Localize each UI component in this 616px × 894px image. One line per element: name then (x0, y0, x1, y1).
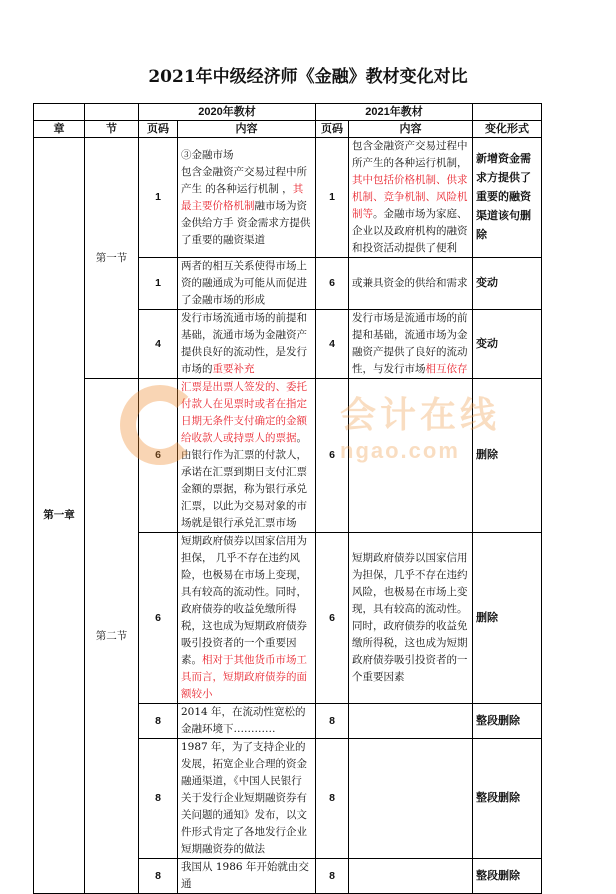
page-2021: 8 (316, 704, 349, 739)
changed-text: 相互依存 (425, 363, 468, 375)
change-type: 删除 (473, 379, 542, 533)
content-2020 (178, 138, 316, 258)
text-segment: 短期政府债券以国家信用为担保， 几乎不存在违约风险，也极易在市场上变现，具有较高的流动性。同时，政府债券的收益免缴所得税，这也成为短期政府债券吸引投资者的一个重要因素。 (181, 535, 307, 666)
changed-text: 重要补充 (212, 363, 255, 375)
change-type: 整段删除 (473, 704, 542, 739)
text-segment: 1987 年，为了支持企业的发展，拓宽企业合理的资金融通渠道，《中国人民银行关于发行企业短期融资券有关问题的通知》发布，以文件形式肯定了各地发行企业短期融资券的做法 (181, 741, 307, 855)
header-section: 节 (85, 121, 139, 138)
content-2020 (178, 859, 316, 894)
text-segment: 发行市场是流通市场的前提和基础，流通市场为金融资产提供了良好的流动性，与发行市场 (352, 312, 468, 375)
change-type: 整段删除 (473, 739, 542, 859)
change-type: 变动 (473, 310, 542, 379)
header-change: 变化形式 (473, 121, 542, 138)
page-2021: 6 (316, 533, 349, 704)
page-2020: 4 (139, 310, 178, 379)
content-2021 (349, 379, 473, 533)
page-2021: 6 (316, 258, 349, 310)
header-row-years (34, 104, 542, 121)
page-2021: 4 (316, 310, 349, 379)
watermark-logo: 会计在线 ngao.com (120, 385, 500, 465)
chapter-cell: 第一章 (34, 138, 85, 894)
content-2020 (178, 379, 316, 533)
content-2021 (349, 533, 473, 704)
content-2020 (178, 704, 316, 739)
page-title: 2021年中级经济师《金融》教材变化对比 (148, 67, 468, 87)
page-2021: 8 (316, 859, 349, 894)
text-segment: 发行市场流通市场的前提和基础，流通市场为金融资产提供良好的流动性，是发行市场的 (181, 312, 307, 375)
text-segment: 短期政府债券以国家信用为担保，几乎不存在违约风险，也极易在市场上变现，具有较高的流动性。同时，政府债券的收益免缴所得税，这也成为短期政府债券吸引投资者的一个重要因素 (352, 552, 468, 683)
page-2020: 6 (139, 379, 178, 533)
changed-text: 其中包括价格机制、供求机制、竞争机制、风险机制等 (352, 174, 468, 220)
text-segment: 融市场为资金供给方手 资金需求方提供了重要的融资渠道 (181, 199, 311, 246)
changed-text: 汇票是出票人签发的、委托付款人在见票时或者在指定日期无条件支付确定的金额给收款人或持票人的票据 (181, 381, 307, 444)
content-2020 (178, 310, 316, 379)
section-cell: 第一节 (85, 138, 139, 379)
text-segment: 两者的相互关系使得市场上资的融通成为可能从而促进了金融市场的形成 (181, 260, 307, 306)
change-type: 删除 (473, 533, 542, 704)
content-2021 (349, 310, 473, 379)
text-segment: 或兼具资金的供给和需求 (352, 277, 468, 289)
text-segment: 2014 年，在流动性宽松的金融环境下………… (181, 706, 306, 735)
content-2021 (349, 859, 473, 894)
content-2021 (349, 704, 473, 739)
content-2021 (349, 138, 473, 258)
page-2021: 1 (316, 138, 349, 258)
table-row (34, 379, 542, 533)
page-2020: 8 (139, 739, 178, 859)
content-2020 (178, 258, 316, 310)
change-type: 新增资金需求方提供了重要的融资渠道该句删除 (473, 138, 542, 258)
page-2021: 6 (316, 379, 349, 533)
table-row (34, 138, 542, 258)
page-2020: 1 (139, 258, 178, 310)
text-segment: ③金融市场 包含金融资产交易过程中所产生 的各种运行机制 ， (181, 148, 307, 195)
page-2020: 8 (139, 859, 178, 894)
content-2021 (349, 739, 473, 859)
text-segment: 包含金融资产交易过程中所产生的各种运行机制， (352, 140, 468, 169)
header-2021: 2021年教材 (316, 104, 473, 121)
section-cell: 第二节 (85, 379, 139, 894)
comparison-table (33, 103, 542, 894)
content-2020 (178, 533, 316, 704)
header-chapter: 章 (34, 121, 85, 138)
header-2020: 2020年教材 (139, 104, 316, 121)
header-content-2020: 内容 (178, 121, 316, 138)
text-segment: 我国从 1986 年开始就由交通 (181, 861, 309, 890)
change-type: 变动 (473, 258, 542, 310)
header-row (34, 121, 542, 138)
page-2021: 8 (316, 739, 349, 859)
content-2020 (178, 739, 316, 859)
text-segment: 。金融市场为家庭、企业以及政府机构的融资和投资活动提供了便利 (352, 208, 468, 254)
header-page-2020: 页码 (139, 121, 178, 138)
content-2021 (349, 258, 473, 310)
change-type: 整段删除 (473, 859, 542, 894)
changed-text: 其最主要价格机制 (181, 182, 304, 212)
changed-text: 相对于其他货币市场工具而言，短期政府债券的面额较小 (181, 654, 307, 700)
page-2020: 1 (139, 138, 178, 258)
header-content-2021: 内容 (349, 121, 473, 138)
page-2020: 6 (139, 533, 178, 704)
header-page-2021: 页码 (316, 121, 349, 138)
page-2020: 8 (139, 704, 178, 739)
text-segment: 。由银行作为汇票的付款人，承诺在汇票到期日支付汇票金额的票据，称为银行承兑汇票，以此为交易对象的市场就是银行承兑汇票市场 (181, 432, 307, 529)
